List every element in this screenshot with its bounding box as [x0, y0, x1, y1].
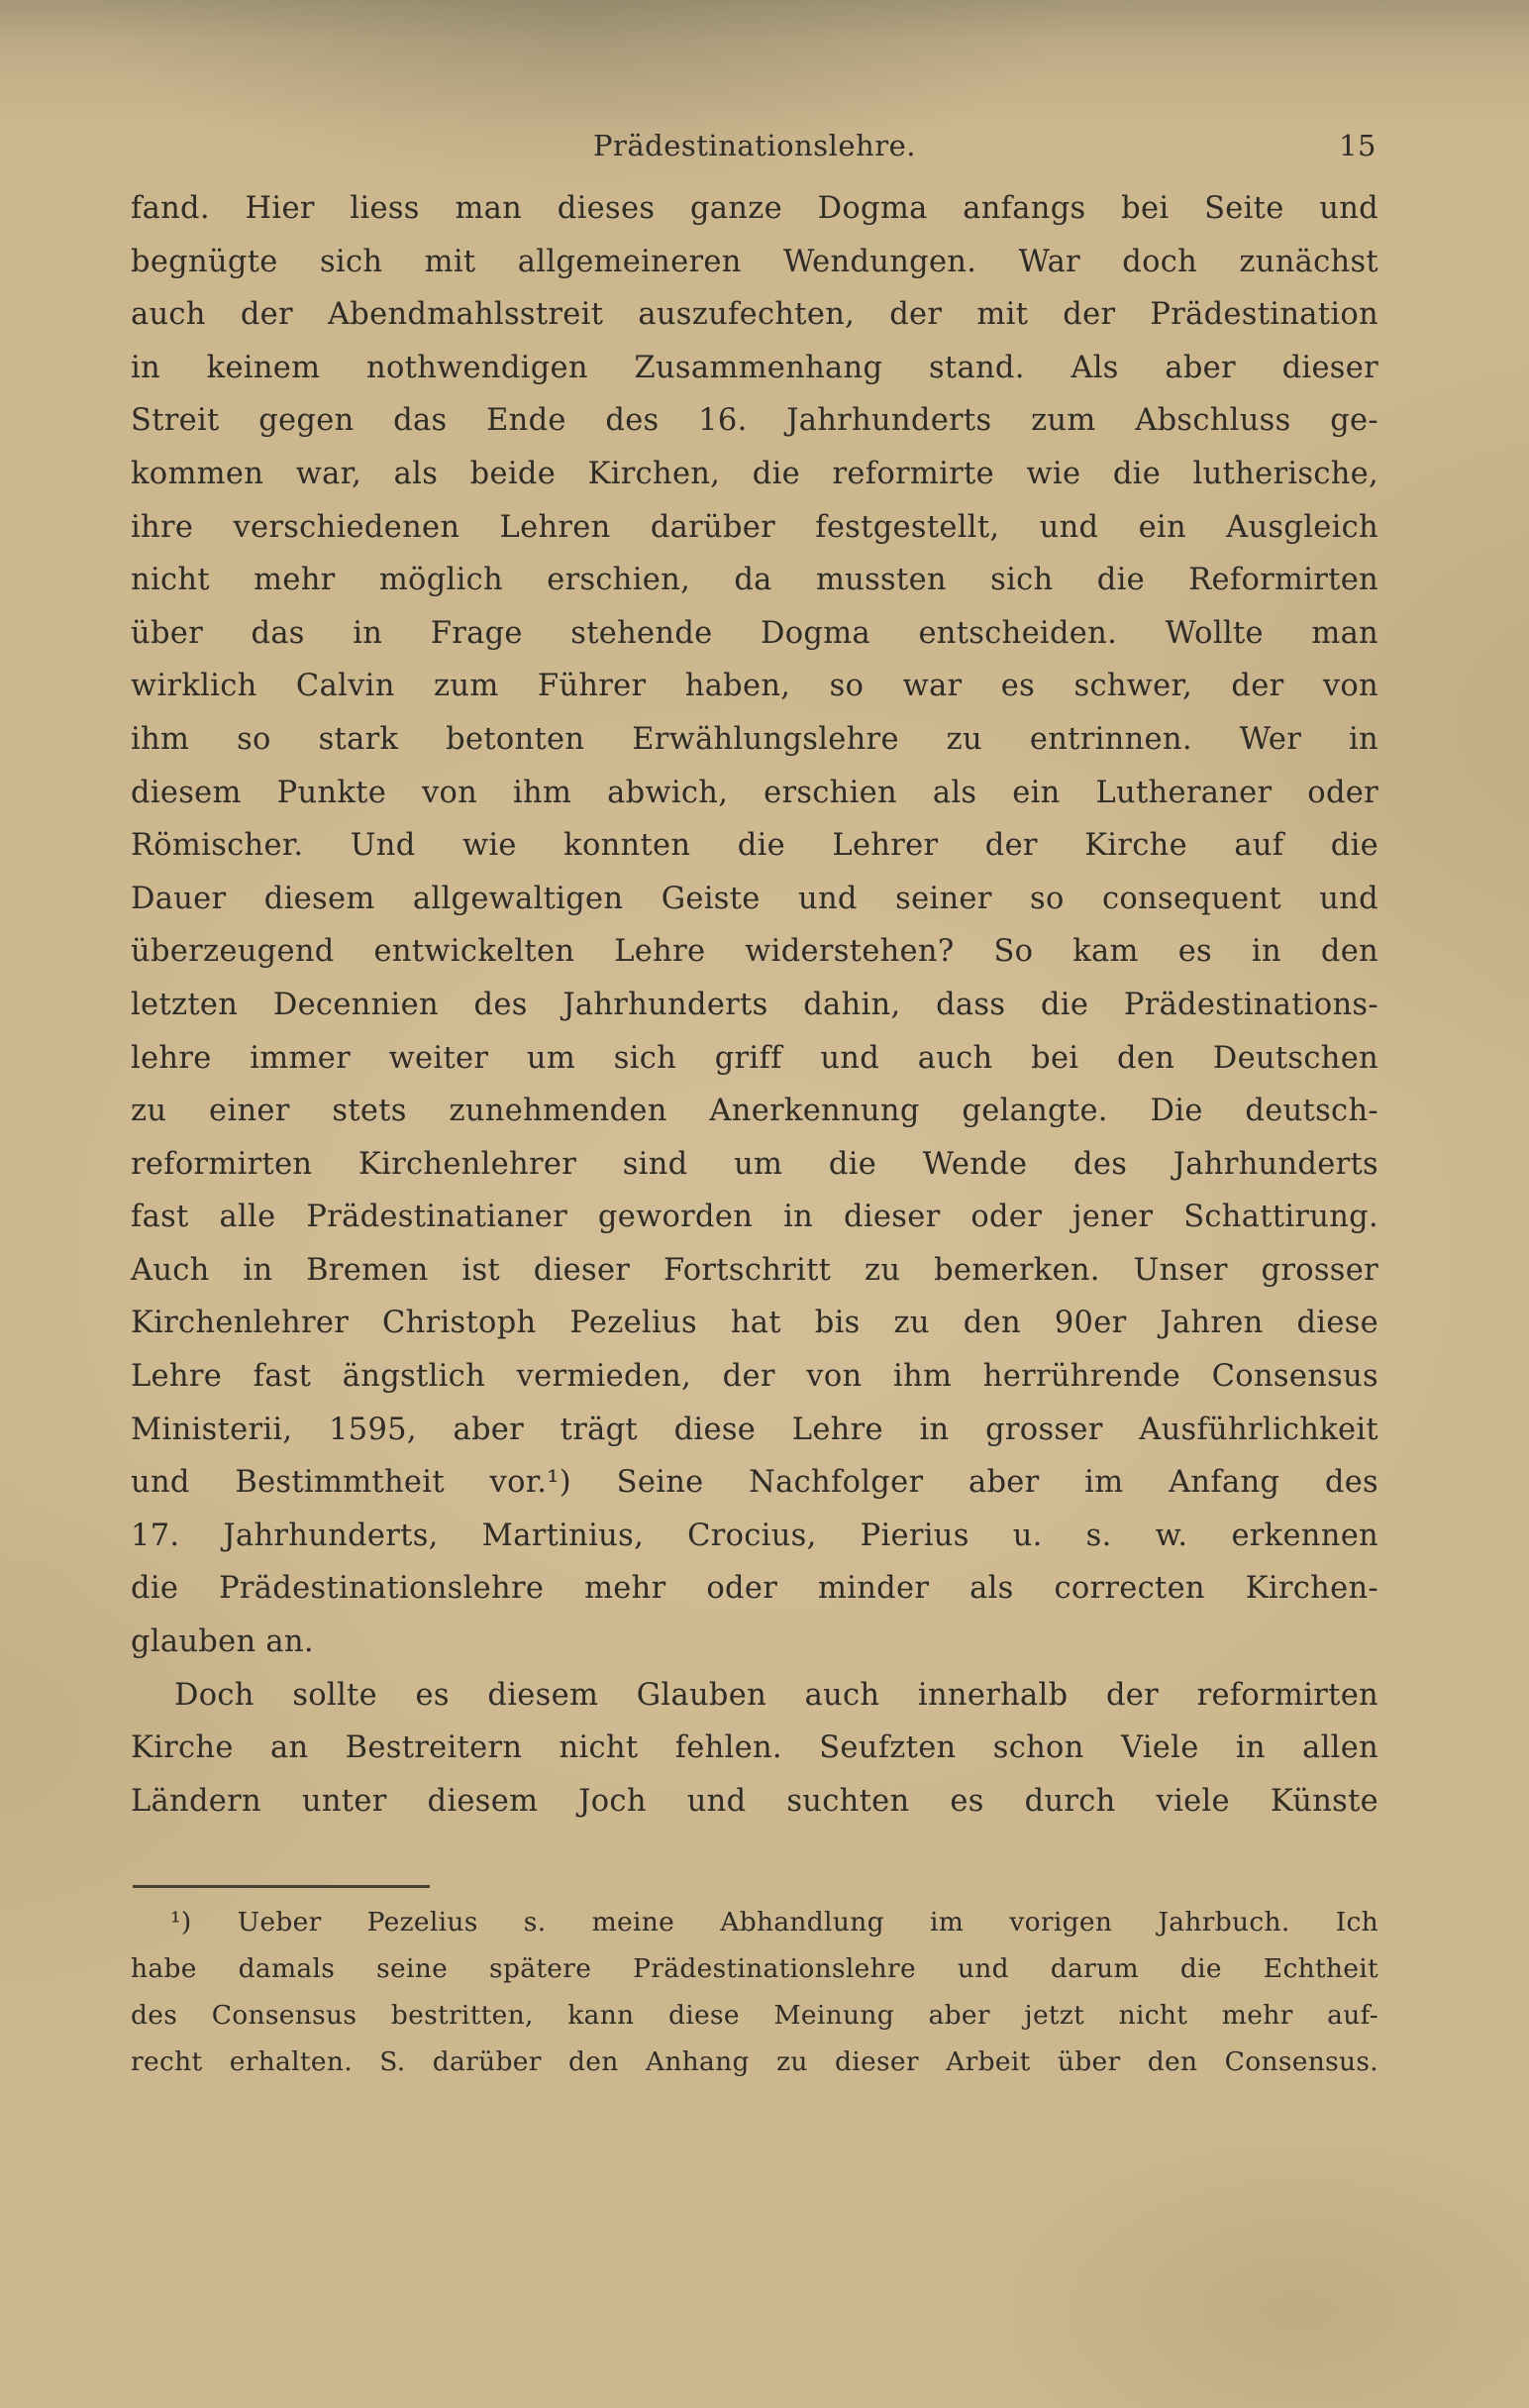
- text-line: Kirche an Bestreitern nicht fehlen. Seufzten schon Viele in allen: [131, 1730, 1378, 1766]
- text-line: fand. Hier liess man dieses ganze Dogma anfangs bei Seite und: [131, 191, 1378, 226]
- text-line: über das in Frage stehende Dogma entscheiden. Wollte man: [131, 615, 1378, 651]
- text-line: glauben an.: [131, 1624, 314, 1660]
- text-line: diesem Punkte von ihm abwich, erschien als ein Lutheraner oder: [131, 775, 1378, 810]
- text-line: Doch sollte es diesem Glauben auch innerhalb der reformirten: [174, 1677, 1378, 1713]
- text-line: überzeugend entwickelten Lehre widerstehen? So kam es in den: [131, 934, 1378, 970]
- page-number: 15: [1339, 129, 1376, 162]
- text-line: begnügte sich mit allgemeineren Wendungen. War doch zunächst: [131, 244, 1378, 279]
- text-line: letzten Decennien des Jahrhunderts dahin, dass die Prädestinations-: [131, 987, 1378, 1022]
- text-line: 17. Jahrhunderts, Martinius, Crocius, Pierius u. s. w. erkennen: [131, 1518, 1378, 1553]
- text-line: Lehre fast ängstlich vermieden, der von ihm herrührende Consensus: [131, 1359, 1378, 1395]
- text-line: Streit gegen das Ende des 16. Jahrhunderts zum Abschluss ge-: [131, 403, 1378, 439]
- text-line: Auch in Bremen ist dieser Fortschritt zu bemerken. Unser grosser: [131, 1252, 1378, 1288]
- text-line: in keinem nothwendigen Zusammenhang stand. Als aber dieser: [131, 350, 1378, 385]
- text-line: recht erhalten. S. darüber den Anhang zu dieser Arbeit über den Consensus.: [131, 2046, 1378, 2077]
- text-line: Römischer. Und wie konnten die Lehrer der Kirche auf die: [131, 828, 1378, 864]
- text-line: auch der Abendmahlsstreit auszufechten, der mit der Prädestination: [131, 297, 1378, 333]
- text-line: ihre verschiedenen Lehren darüber festgestellt, und ein Ausgleich: [131, 509, 1378, 545]
- text-line: Ländern unter diesem Joch und suchten es durch viele Künste: [131, 1783, 1378, 1819]
- running-title: Prädestinationslehre.: [593, 129, 916, 162]
- text-line: zu einer stets zunehmenden Anerkennung gelangte. Die deutsch-: [131, 1094, 1378, 1129]
- text-line: reformirten Kirchenlehrer sind um die Wende des Jahrhunderts: [131, 1146, 1378, 1182]
- text-line: lehre immer weiter um sich griff und auch bei den Deutschen: [131, 1040, 1378, 1076]
- footnote-rule: [133, 1885, 430, 1888]
- text-line: Kirchenlehrer Christoph Pezelius hat bis zu den 90er Jahren diese: [131, 1306, 1378, 1341]
- text-line: und Bestimmtheit vor.¹) Seine Nachfolger aber im Anfang des: [131, 1465, 1378, 1501]
- text-line: habe damals seine spätere Prädestinationslehre und darum die Echtheit: [131, 1953, 1378, 1984]
- footnote-text: [131, 1899, 1378, 2085]
- text-line: kommen war, als beide Kirchen, die reformirte wie die lutherische,: [131, 456, 1378, 491]
- text-line: des Consensus bestritten, kann diese Meinung aber jetzt nicht mehr auf-: [131, 2000, 1378, 2031]
- text-line: ihm so stark betonten Erwählungslehre zu entrinnen. Wer in: [131, 721, 1378, 757]
- body-text: [131, 182, 1378, 1828]
- text-line: wirklich Calvin zum Führer haben, so war es schwer, der von: [131, 669, 1378, 704]
- text-line: die Prädestinationslehre mehr oder minder als correcten Kirchen-: [131, 1571, 1378, 1607]
- text-line: Dauer diesem allgewaltigen Geiste und seiner so consequent und: [131, 881, 1378, 916]
- text-line: nicht mehr möglich erschien, da mussten sich die Reformirten: [131, 563, 1378, 598]
- running-head: [131, 129, 1378, 170]
- text-line: Ministerii, 1595, aber trägt diese Lehre in grosser Ausführlichkeit: [131, 1412, 1378, 1447]
- text-line: fast alle Prädestinatianer geworden in dieser oder jener Schattirung.: [131, 1200, 1378, 1235]
- text-line: ¹) Ueber Pezelius s. meine Abhandlung im vorigen Jahrbuch. Ich: [170, 1907, 1378, 1937]
